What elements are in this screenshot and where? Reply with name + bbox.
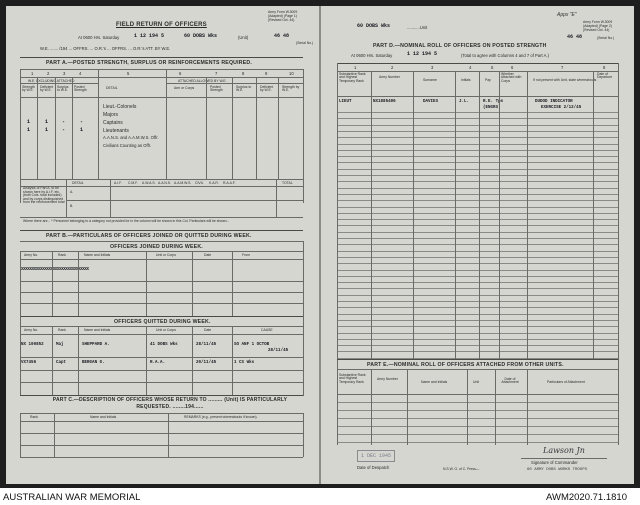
- rule: [593, 71, 594, 359]
- col-head: Strength by W.E.: [22, 85, 35, 93]
- officer-initials: J.L.: [459, 100, 470, 104]
- form-ref-line: Army Form W.3009: [583, 20, 613, 24]
- attached-row-line: [337, 402, 618, 403]
- rule: [37, 77, 38, 179]
- rule: [337, 369, 618, 370]
- rule: [166, 83, 303, 84]
- rule: [20, 421, 303, 422]
- rule: [276, 179, 277, 217]
- roll-row-line: [337, 326, 618, 327]
- col-number: 2: [47, 71, 50, 76]
- rule: [146, 251, 147, 316]
- col-number: 7: [561, 65, 564, 70]
- jq-col-head: CAUSE: [261, 328, 273, 332]
- quitted-date: 28/11/45: [196, 343, 217, 347]
- rule: [20, 77, 303, 78]
- summary-head: A.I.F.: [114, 181, 122, 185]
- rule: [20, 370, 303, 371]
- form-title: FIELD RETURN OF OFFICERS: [116, 22, 207, 28]
- rule: [20, 241, 303, 242]
- rule: [20, 292, 303, 293]
- rule: [206, 77, 207, 179]
- col-number: 5: [127, 71, 130, 76]
- roll-row-line: [337, 270, 618, 271]
- col-number: 2: [391, 65, 394, 70]
- jq-col-head: Rank: [58, 253, 66, 257]
- quitted-rank: Capt: [56, 361, 67, 365]
- footer-credit: AUSTRALIAN WAR MEMORIAL: [3, 492, 141, 503]
- roll-row-line: [337, 232, 618, 233]
- form-reference: [268, 10, 297, 22]
- row-label: A.: [70, 190, 74, 194]
- form-reference: [583, 20, 612, 32]
- signature-label: Signature of Commander: [531, 460, 578, 465]
- rule: [303, 413, 304, 457]
- roll-row-line: [337, 144, 618, 145]
- rank-label: A.A.N.S. and A.A.M.W.S. Offr.: [103, 135, 159, 140]
- rule: [146, 326, 147, 395]
- quitted-cause: SO ANF 1 OCTOB: [234, 343, 270, 347]
- analysis-note: Analysis of Part A. to be shown here by A.I.F. etc. (both Cols. total included) and by corps distinguished from the reinforcement total: [23, 186, 65, 205]
- e-col-head: Name and Initials: [421, 380, 448, 384]
- roll-row-line: [337, 188, 618, 189]
- d-col-head: If not present with Unit, state whereabouts: [533, 78, 597, 82]
- d-col-head: Whether Attached with Corps: [501, 72, 522, 83]
- rule: [337, 359, 618, 360]
- part-d-heading: PART D.—NOMINAL ROLL OF OFFICERS ON POSTED STRENGTH: [373, 43, 547, 49]
- rule: [20, 326, 303, 327]
- col-number: 7: [215, 71, 218, 76]
- joined-heading: OFFICERS JOINED DURING WEEK.: [110, 244, 203, 250]
- quitted-heading: OFFICERS QUITTED DURING WEEK.: [114, 319, 211, 325]
- rule: [20, 457, 303, 458]
- rule: [303, 241, 304, 396]
- jq-col-head: Unit or Corps: [156, 328, 176, 332]
- rule: [20, 83, 98, 84]
- attached-row-line: [337, 426, 618, 427]
- officer-whereabouts: DUDOD INDICATOR: [535, 100, 573, 104]
- summary-head: K.A.R.: [209, 181, 219, 185]
- attached-row-line: [337, 410, 618, 411]
- rule: [20, 57, 303, 58]
- officer-rank: LIEUT: [339, 100, 352, 104]
- count-value: 1: [27, 127, 31, 133]
- e-col-head: Substantive Rank and Highest Temporary Rank: [339, 373, 366, 384]
- rule: [20, 179, 303, 180]
- roll-row-line: [337, 156, 618, 157]
- commander-stamp: 60 ARMY DOBS WORKS TROOPS: [527, 468, 588, 472]
- col-head: Arm or Corps: [174, 86, 195, 90]
- roll-row-line: [337, 282, 618, 283]
- count-value: 1: [45, 119, 49, 125]
- roll-row-line: [337, 137, 618, 138]
- rule: [256, 77, 257, 179]
- roll-row-line: [337, 333, 618, 334]
- rule: [166, 69, 167, 179]
- rule: [455, 71, 456, 359]
- quitted-name: BERGAN G.: [82, 361, 105, 365]
- e-col-head: Particulars of Attachment: [547, 380, 585, 384]
- attached-head: ATTACHED ALLOWED BY W.E.: [178, 79, 227, 83]
- count-value: 1: [27, 119, 31, 125]
- rule: [232, 251, 233, 316]
- unit-name: 60 DOBS Wks: [184, 33, 218, 39]
- roll-row-line: [337, 207, 618, 208]
- roll-row-line: [337, 181, 618, 182]
- rule: [52, 251, 53, 316]
- return-date-label: At 0600 Hrs. Saturday: [78, 35, 120, 40]
- rule: [407, 369, 408, 445]
- officer-whereabouts: EXERCISE 2/12/45: [541, 106, 582, 110]
- quitted-cause: 28/11/45: [268, 349, 289, 353]
- rule: [20, 413, 303, 414]
- col-head: Strength by W.E.: [282, 85, 300, 93]
- roll-row-line: [337, 339, 618, 340]
- col-number: 5: [491, 65, 494, 70]
- rule: [232, 77, 233, 179]
- rank-label: Civilians Counting as Offr.: [103, 143, 152, 148]
- c-col-head: REMARKS (e.g., present whereabouts if known).: [184, 415, 258, 419]
- rule: [20, 281, 303, 282]
- roll-date: 1 12 194 5: [407, 51, 438, 57]
- part-e-heading: PART E.—NOMINAL ROLL OF OFFICERS ATTACHED FROM OTHER UNITS.: [367, 362, 564, 368]
- d-col-head: Initials: [461, 78, 471, 82]
- roll-row-line: [337, 263, 618, 264]
- roll-row-line: [337, 307, 618, 308]
- serial-label: (Serial No.): [597, 36, 615, 40]
- rule: [192, 326, 193, 395]
- roll-row-line: [337, 288, 618, 289]
- jq-col-head: From: [242, 253, 250, 257]
- form-ref-line: (Revised Oct. 44): [268, 18, 295, 22]
- roll-date-note: (Total to agree with Columns 4 and 7 of Part A.): [461, 53, 549, 58]
- rule: [20, 217, 303, 218]
- unit-label: (Unit): [238, 35, 249, 40]
- rule: [98, 69, 99, 179]
- col-number: 4: [469, 65, 472, 70]
- roll-row-line: [337, 295, 618, 296]
- col-number: 8: [242, 71, 245, 76]
- e-col-head: Army Number: [377, 377, 398, 381]
- roll-row-line: [337, 257, 618, 258]
- struck-out-line: XXXXXXXXXXXXXXXXXXXXXXXXXXXXXXXX: [21, 268, 89, 272]
- rule: [618, 369, 619, 445]
- roll-date-label: At 0600 Hrs. Saturday: [351, 53, 393, 58]
- rule: [20, 259, 303, 260]
- rule: [54, 413, 55, 457]
- rule: [168, 413, 169, 457]
- roll-row-line: [337, 251, 618, 252]
- roll-row-line: [337, 301, 618, 302]
- rule: [20, 334, 303, 335]
- war-establishment-line: W.E. ....... /194 ... OFFRS. ... O.R.'s ... OFFRS. ... O.R.'s ATT. BY W.E.: [40, 46, 171, 51]
- serial-label: (Serial No.): [296, 41, 314, 45]
- summary-head: A.W.A.S.: [142, 181, 156, 185]
- col-number: 6: [179, 71, 182, 76]
- rule: [72, 77, 73, 179]
- rule: [337, 71, 618, 72]
- rule: [78, 251, 79, 316]
- jq-col-head: Name and Initials: [84, 253, 111, 257]
- rule: [371, 71, 372, 359]
- col-number: 8: [603, 65, 606, 70]
- form-ref-line: (Adapted) (Page 2): [583, 24, 612, 28]
- quitted-corps: R.A.A.: [150, 361, 166, 365]
- summary-head: A.A.M.W.S.: [174, 181, 192, 185]
- d-col-head: Army Number: [379, 75, 400, 79]
- jq-col-head: Date: [204, 328, 212, 332]
- ranks-list: [103, 103, 159, 148]
- summary-head: A.A.N.S.: [158, 181, 172, 185]
- roll-row-line: [337, 112, 618, 113]
- roll-row-line: [337, 244, 618, 245]
- c-col-head: Name and Initials: [90, 415, 117, 419]
- row-label: B.: [70, 204, 74, 208]
- detail-head: DETAIL: [106, 86, 118, 90]
- jq-col-head: Unit or Corps: [156, 253, 176, 257]
- rule: [20, 395, 303, 396]
- unit-label: ...........Unit: [407, 25, 428, 30]
- dispatch-label: Date of Despatch: [357, 465, 390, 470]
- rule: [78, 326, 79, 395]
- col-head: Surplus to W.E.: [236, 85, 252, 93]
- count-value: 1: [80, 127, 84, 133]
- rule: [66, 179, 67, 217]
- roll-row-line: [337, 175, 618, 176]
- quitted-rank: Maj: [56, 343, 64, 347]
- officer-surname: DAVIES: [423, 100, 439, 104]
- rule: [521, 458, 607, 459]
- col-head: Posted Strength: [74, 85, 87, 93]
- col-number: 1: [31, 71, 34, 76]
- footnote: Where there are... * Personnel belonging to a category not provided for in the column will be shown in this Col. Particulars will be shown...: [23, 219, 230, 223]
- roll-row-line: [337, 131, 618, 132]
- part-b-heading: PART B.—PARTICULARS OF OFFICERS JOINED OR QUITTED DURING WEEK.: [46, 233, 252, 239]
- rule: [52, 326, 53, 395]
- serial-number: 46 48: [567, 34, 583, 40]
- rule: [55, 77, 56, 179]
- col-head: Deficient by W.E.: [40, 85, 54, 93]
- serial-number: 46 48: [274, 33, 290, 39]
- jq-col-head: Name and Initials: [84, 328, 111, 332]
- d-col-head: Date of Departure: [597, 72, 613, 80]
- rule: [479, 71, 480, 359]
- rule: [495, 369, 496, 445]
- col-head: Surplus to W.E.: [57, 85, 69, 93]
- rule: [110, 179, 111, 217]
- col-number: 1: [354, 65, 357, 70]
- rule: [20, 251, 21, 396]
- rule: [20, 413, 21, 457]
- roll-row-line: [337, 125, 618, 126]
- roll-row-line: [337, 345, 618, 346]
- roll-row-line: [337, 162, 618, 163]
- part-c-heading: PART C.—DESCRIPTION OF OFFICERS WHOSE RETURN TO ......... (Unit) IS PARTICULARLY REQUESTED. ........194......: [52, 397, 288, 410]
- rank-label: Majors: [103, 112, 119, 118]
- col-number: 10: [289, 71, 294, 76]
- dispatch-date-stamp: 1 DEC 1945: [357, 450, 395, 462]
- summary-head: CIVIL: [195, 181, 204, 185]
- roll-row-line: [337, 194, 618, 195]
- footer-accession: AWM2020.71.1810: [546, 492, 627, 503]
- roll-row-line: [337, 320, 618, 321]
- return-date: 1 12 194 5: [134, 33, 165, 39]
- rank-label: Lieutenants: [103, 128, 129, 134]
- rule: [20, 303, 303, 304]
- quitted-army-no: VX7456: [21, 361, 37, 365]
- rule: [20, 445, 303, 446]
- col-number: 4: [79, 71, 82, 76]
- jq-col-head: Army No.: [24, 253, 39, 257]
- rule: [20, 251, 303, 252]
- col-head: Deficient by W.E.: [260, 85, 274, 93]
- form-ref-line: (Adapted) (Page 1): [268, 14, 297, 18]
- rule: [232, 326, 233, 395]
- rule: [303, 69, 304, 203]
- attached-row-line: [337, 442, 618, 443]
- rule: [337, 63, 618, 64]
- officer-army-no: NX1885406: [373, 100, 396, 104]
- rule: [20, 69, 21, 203]
- rule: [337, 96, 618, 97]
- rule: [337, 369, 338, 445]
- rule: [337, 63, 338, 369]
- quitted-corps: 41 DOBS Wks: [150, 343, 178, 347]
- col-number: 9: [265, 71, 268, 76]
- rule: [499, 71, 500, 359]
- roll-row-line: [337, 225, 618, 226]
- jq-col-head: Army No.: [24, 328, 39, 332]
- count-value: -: [62, 127, 66, 133]
- rule: [66, 200, 303, 201]
- rule: [618, 63, 619, 369]
- rule: [20, 433, 303, 434]
- e-col-head: Date of Attachment: [501, 377, 519, 385]
- d-col-head: Surname: [423, 78, 437, 82]
- roll-row-line: [337, 351, 618, 352]
- quitted-cause: 1 CS Wks: [234, 361, 255, 365]
- form-ref-line: Army Form W.3009: [268, 10, 298, 14]
- col-number: 3: [431, 65, 434, 70]
- rule: [527, 71, 528, 359]
- summary-head: R.A.A.F.: [223, 181, 236, 185]
- c-col-head: Rank: [30, 415, 38, 419]
- form-ref-line: (Revised Oct. 44): [583, 28, 610, 32]
- rule: [20, 230, 303, 231]
- we-excluding-head: W.E. EXCLUDING ATTACHED: [28, 79, 75, 83]
- jq-col-head: Rank: [58, 328, 66, 332]
- rule: [337, 394, 618, 395]
- count-value: -: [62, 119, 66, 125]
- rule: [278, 77, 279, 179]
- roll-row-line: [337, 238, 618, 239]
- rule: [192, 251, 193, 316]
- col-head: Posted Strength: [210, 85, 223, 93]
- roll-row-line: [337, 169, 618, 170]
- rule: [20, 382, 303, 383]
- roll-row-line: [337, 314, 618, 315]
- rule: [527, 369, 528, 445]
- quitted-date: 20/11/45: [196, 361, 217, 365]
- rule: [20, 316, 303, 317]
- jq-col-head: Date: [204, 253, 212, 257]
- col-number: 3: [63, 71, 66, 76]
- roll-row-line: [337, 200, 618, 201]
- e-col-head: Unit: [473, 380, 480, 384]
- d-col-head: Substantive Rank and Highest Temporary Rank: [339, 72, 366, 83]
- signature: Lawson Jn: [543, 446, 585, 455]
- rule: [20, 97, 303, 98]
- rule: [20, 357, 303, 358]
- rank-label: Lieut.-Colonels: [103, 104, 137, 110]
- rule: [413, 71, 414, 359]
- quitted-army-no: NX 100852: [21, 343, 44, 347]
- part-a-heading: PART A.—POSTED STRENGTH, SURPLUS OR REINFORCEMENTS REQUIRED.: [46, 60, 252, 66]
- unit-name: 60 DOBS Wks: [357, 23, 391, 29]
- rule: [20, 69, 303, 70]
- roll-row-line: [337, 150, 618, 151]
- attached-row-line: [337, 434, 618, 435]
- roll-row-line: [337, 219, 618, 220]
- quitted-name: SHEPPARD A.: [82, 343, 110, 347]
- rank-label: Captains: [103, 120, 123, 126]
- roll-row-line: [337, 213, 618, 214]
- attached-row-line: [337, 418, 618, 419]
- roll-row-line: [337, 118, 618, 119]
- count-value: -: [80, 119, 84, 125]
- roll-row-line: [337, 276, 618, 277]
- rule: [371, 369, 372, 445]
- summary-head: DETAIL: [72, 181, 84, 185]
- printer-imprint: N.S.W. G. of C. Press—: [443, 467, 480, 471]
- officer-corps: (ENGRS): [483, 106, 501, 110]
- d-col-head: Pay: [485, 78, 491, 82]
- count-value: 1: [45, 127, 49, 133]
- officer-corps: R.E. Tps: [483, 100, 504, 104]
- summary-head: TOTAL: [282, 181, 293, 185]
- col-number: 6: [511, 65, 514, 70]
- summary-head: C.M.F.: [128, 181, 138, 185]
- rule: [467, 369, 468, 445]
- appendix-mark: Appx "E": [557, 12, 577, 18]
